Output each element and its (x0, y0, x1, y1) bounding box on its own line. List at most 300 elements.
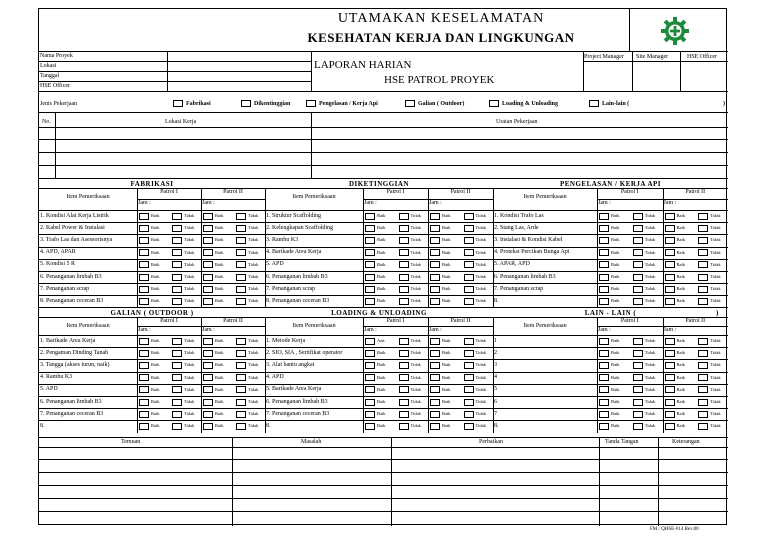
checkbox-tidak[interactable] (236, 213, 246, 220)
label-jenis-pekerjaan: Jenis Pekerjaan (40, 101, 78, 107)
checkbox-baik[interactable] (599, 362, 609, 369)
checkbox-baik[interactable] (599, 374, 609, 381)
checkbox-baik[interactable] (665, 261, 675, 268)
row-line (493, 271, 728, 272)
tidak-label: Tidak (248, 423, 259, 429)
checkbox-baik[interactable] (365, 423, 375, 430)
checkbox-tidak[interactable] (698, 298, 708, 305)
form-code: FM / QHSE-014 Rev.00 (650, 527, 699, 532)
inspection-item: 4 (494, 374, 497, 381)
checkbox-baik[interactable] (203, 274, 213, 281)
checkbox-tidak[interactable] (236, 249, 246, 256)
checkbox-baik[interactable] (203, 298, 213, 305)
checkbox-tidak[interactable] (236, 350, 246, 357)
checkbox-baik[interactable] (665, 237, 675, 244)
checkbox-baik[interactable] (365, 286, 375, 293)
tidak-label: Tidak (410, 249, 421, 255)
checkbox-tidak[interactable] (633, 350, 643, 357)
checkbox-baik[interactable] (665, 249, 675, 256)
checkbox-baik[interactable] (203, 338, 213, 345)
checkbox-tidak[interactable] (399, 338, 409, 345)
checkbox-baik[interactable] (430, 261, 440, 268)
checkbox-tidak[interactable] (236, 399, 246, 406)
checkbox-baik[interactable] (139, 261, 149, 268)
checkbox-baik[interactable] (599, 286, 609, 293)
jam-line (363, 326, 493, 327)
inspection-item: 2. Kelengkapan Scaffolding (266, 224, 334, 231)
checkbox-tidak[interactable] (633, 249, 643, 256)
checkbox-baik[interactable] (665, 362, 675, 369)
checkbox-galian[interactable] (405, 100, 415, 107)
checkbox-tidak[interactable] (633, 225, 643, 232)
checkbox-tidak[interactable] (172, 249, 182, 256)
checkbox-tidak[interactable] (698, 399, 708, 406)
option-lain-lain: Lain-lain ( (602, 101, 630, 107)
baik-label: Baik (442, 362, 451, 368)
checkbox-baik[interactable] (599, 225, 609, 232)
checkbox-tidak[interactable] (399, 274, 409, 281)
checkbox-baik[interactable] (365, 225, 375, 232)
findings-col-tanda-tangan: Tanda Tangan (605, 439, 639, 445)
checkbox-tidak[interactable] (464, 411, 474, 418)
checkbox-tidak[interactable] (172, 237, 182, 244)
checkbox-baik[interactable] (665, 423, 675, 430)
baik-label: Baik (215, 286, 224, 292)
checkbox-baik[interactable] (665, 338, 675, 345)
checkbox-baik[interactable] (365, 399, 375, 406)
baik-label: Baik (215, 261, 224, 267)
checkbox-baik[interactable] (430, 225, 440, 232)
inspection-item: 2. Pengaman Dinding Tanah (40, 349, 109, 356)
tidak-label: Tidak (710, 399, 721, 404)
checkbox-baik[interactable] (139, 423, 149, 430)
tidak-label: Tidak (248, 237, 259, 243)
checkbox-tidak[interactable] (633, 274, 643, 281)
tidak-label: Tidak (475, 423, 486, 429)
row-line (265, 247, 493, 248)
checkbox-tidak[interactable] (399, 386, 409, 393)
tidak-label: Tidak (644, 237, 656, 243)
checkbox-baik[interactable] (665, 286, 675, 293)
checkbox-baik[interactable] (599, 261, 609, 268)
row-line (493, 283, 728, 284)
baik-label: Baik (442, 213, 451, 218)
checkbox-baik[interactable] (665, 225, 675, 232)
checkbox-tidak[interactable] (464, 237, 474, 244)
checkbox-baik[interactable] (430, 386, 440, 393)
checkbox-tidak[interactable] (399, 249, 409, 256)
checkbox-tidak[interactable] (464, 213, 474, 220)
checkbox-baik[interactable] (599, 386, 609, 393)
checkbox-tidak[interactable] (633, 411, 643, 418)
checkbox-baik[interactable] (599, 399, 609, 406)
checkbox-tidak[interactable] (464, 386, 474, 393)
baik-label: Baik (151, 374, 160, 380)
baik-label: Baik (151, 249, 160, 255)
checkbox-baik[interactable] (430, 286, 440, 293)
tidak-label: Tidak (184, 362, 195, 368)
row-line (493, 234, 728, 235)
tidak-label: Tidak (248, 298, 259, 304)
checkbox-tidak[interactable] (464, 249, 474, 256)
checkbox-tidak[interactable] (633, 374, 643, 381)
checkbox-pengelasan[interactable] (306, 100, 316, 107)
row-line (39, 234, 265, 235)
checkbox-baik[interactable] (139, 350, 149, 357)
checkbox-tidak[interactable] (698, 374, 708, 381)
checkbox-tidak[interactable] (399, 423, 409, 430)
patrol1-header: Patrol I (386, 318, 405, 324)
jam-label: Jam : (364, 327, 377, 333)
checkbox-tidak[interactable] (633, 338, 643, 345)
tidak-label: Tidak (475, 350, 486, 356)
checkbox-tidak[interactable] (172, 423, 182, 430)
tidak-label: Tidak (644, 386, 656, 392)
checkbox-tidak[interactable] (236, 338, 246, 345)
baik-label: Baik (611, 225, 620, 231)
checkbox-baik[interactable] (599, 274, 609, 281)
checkbox-baik[interactable] (365, 237, 375, 244)
checkbox-baik[interactable] (599, 213, 609, 220)
checkbox-tidak[interactable] (172, 338, 182, 345)
tidak-label: Tidak (475, 225, 486, 231)
checkbox-baik[interactable] (139, 237, 149, 244)
checkbox-tidak[interactable] (464, 261, 474, 268)
checkbox-baik[interactable] (365, 298, 375, 305)
checkbox-baik[interactable] (203, 225, 213, 232)
checkbox-tidak[interactable] (236, 374, 246, 381)
baik-label: Baik (611, 249, 620, 255)
baik-label: Baik (611, 237, 620, 243)
checkbox-tidak[interactable] (698, 237, 708, 244)
checkbox-tidak[interactable] (172, 213, 182, 220)
jam-label: Jam : (598, 327, 611, 333)
patrol1-header: Patrol I (620, 189, 639, 195)
checkbox-baik[interactable] (139, 386, 149, 393)
checkbox-baik[interactable] (599, 350, 609, 357)
checkbox-baik[interactable] (430, 338, 440, 345)
checkbox-tidak[interactable] (236, 411, 246, 418)
checkbox-tidak[interactable] (399, 362, 409, 369)
inspection-item: 5. APD (40, 386, 58, 393)
checkbox-baik[interactable] (665, 298, 675, 305)
tidak-label: Tidak (475, 298, 486, 304)
baik-label: Baik (611, 298, 620, 304)
checkbox-baik[interactable] (365, 350, 375, 357)
checkbox-tidak[interactable] (399, 350, 409, 357)
checkbox-baik[interactable] (365, 386, 375, 393)
patrol2-header: Patrol II (223, 189, 243, 195)
checkbox-tidak[interactable] (172, 399, 182, 406)
checkbox-baik[interactable] (430, 374, 440, 381)
baik-label: Baik (151, 362, 160, 368)
checkbox-baik[interactable] (203, 213, 213, 220)
checkbox-tidak[interactable] (464, 423, 474, 430)
tidak-label: Tidak (184, 225, 195, 231)
checkbox-baik[interactable] (665, 350, 675, 357)
checkbox-tidak[interactable] (464, 399, 474, 406)
checkbox-tidak[interactable] (464, 374, 474, 381)
checkbox-tidak[interactable] (172, 374, 182, 381)
checkbox-baik[interactable] (430, 249, 440, 256)
checkbox-tidak[interactable] (698, 338, 708, 345)
checkbox-tidak[interactable] (698, 386, 708, 393)
checkbox-baik[interactable] (203, 286, 213, 293)
checkbox-tidak[interactable] (399, 374, 409, 381)
checkbox-baik[interactable] (139, 298, 149, 305)
checkbox-baik[interactable] (365, 411, 375, 418)
checkbox-tidak[interactable] (464, 338, 474, 345)
checkbox-baik[interactable] (203, 411, 213, 418)
checkbox-baik[interactable] (599, 338, 609, 345)
checkbox-tidak[interactable] (172, 286, 182, 293)
baik-label: Baik (151, 399, 160, 404)
checkbox-baik[interactable] (203, 249, 213, 256)
jam-label: Jam : (138, 327, 151, 333)
checkbox-tidak[interactable] (464, 362, 474, 369)
checkbox-baik[interactable] (665, 374, 675, 381)
checkbox-baik[interactable] (430, 423, 440, 430)
baik-label: Baik (611, 274, 620, 279)
checkbox-tidak[interactable] (172, 386, 182, 393)
checkbox-tidak[interactable] (698, 249, 708, 256)
tidak-label: Tidak (475, 362, 486, 368)
checkbox-baik[interactable] (665, 386, 675, 393)
checkbox-baik[interactable] (665, 411, 675, 418)
baik-label: Baik (215, 399, 224, 404)
jam-label: Jam : (663, 327, 677, 333)
checkbox-baik[interactable] (599, 237, 609, 244)
checkbox-baik[interactable] (203, 423, 213, 430)
checkbox-baik[interactable] (430, 362, 440, 369)
inspection-item: 1. Kondisi Trafo Las (494, 212, 544, 219)
checkbox-tidak[interactable] (698, 274, 708, 281)
checkbox-dikentinggian[interactable] (241, 100, 251, 107)
baik-label: Baik (611, 338, 620, 343)
checkbox-tidak[interactable] (236, 298, 246, 305)
section-title: LAIN - LAIN ( (584, 309, 637, 317)
checkbox-baik[interactable] (365, 274, 375, 281)
baik-label: Baik (377, 237, 386, 243)
checkbox-tidak[interactable] (633, 362, 643, 369)
checkbox-baik[interactable] (203, 350, 213, 357)
baik-label: Baik (442, 411, 451, 417)
checkbox-tidak[interactable] (698, 362, 708, 369)
checkbox-baik[interactable] (139, 249, 149, 256)
checkbox-tidak[interactable] (399, 298, 409, 305)
checkbox-baik[interactable] (365, 374, 375, 381)
band-line (39, 437, 728, 438)
checkbox-baik[interactable] (430, 350, 440, 357)
checkbox-baik[interactable] (365, 261, 375, 268)
baik-label: Baik (676, 338, 685, 343)
jam-label: Jam : (598, 200, 611, 206)
checkbox-baik[interactable] (665, 399, 675, 406)
tidak-label: Tidak (184, 386, 195, 392)
checkbox-baik[interactable] (599, 411, 609, 418)
inspection-item: 6. Penanganan limbah B3 (266, 273, 328, 280)
checkbox-tidak[interactable] (464, 286, 474, 293)
checkbox-tidak[interactable] (236, 225, 246, 232)
checkbox-tidak[interactable] (698, 286, 708, 293)
checkbox-tidak[interactable] (236, 362, 246, 369)
checkbox-tidak[interactable] (633, 213, 643, 220)
checkbox-tidak[interactable] (399, 399, 409, 406)
checkbox-baik[interactable] (203, 237, 213, 244)
checkbox-baik[interactable] (599, 249, 609, 256)
checkbox-tidak[interactable] (172, 261, 182, 268)
checkbox-baik[interactable] (139, 213, 149, 220)
checkbox-baik[interactable] (139, 362, 149, 369)
checkbox-baik[interactable] (139, 374, 149, 381)
checkbox-baik[interactable] (665, 213, 675, 220)
checkbox-tidak[interactable] (633, 423, 643, 430)
checkbox-tidak[interactable] (698, 225, 708, 232)
checkbox-tidak[interactable] (399, 261, 409, 268)
checkbox-tidak[interactable] (236, 386, 246, 393)
checkbox-tidak[interactable] (399, 213, 409, 220)
checkbox-tidak[interactable] (236, 274, 246, 281)
checkbox-tidak[interactable] (633, 298, 643, 305)
baik-label: Baik (611, 374, 620, 380)
checkbox-baik[interactable] (203, 386, 213, 393)
checkbox-tidak[interactable] (236, 261, 246, 268)
tidak-label: Tidak (248, 362, 259, 368)
checkbox-tidak[interactable] (236, 423, 246, 430)
checkbox-baik[interactable] (203, 362, 213, 369)
inspection-item: 8. (266, 422, 271, 429)
checkbox-tidak[interactable] (172, 411, 182, 418)
tidak-label: Tidak (475, 213, 486, 218)
checkbox-tidak[interactable] (464, 274, 474, 281)
checkbox-tidak[interactable] (464, 298, 474, 305)
checkbox-baik[interactable] (139, 274, 149, 281)
checkbox-tidak[interactable] (172, 225, 182, 232)
tidak-label: Tidak (184, 338, 195, 343)
checkbox-baik[interactable] (365, 338, 375, 345)
baik-label: Baik (377, 298, 386, 304)
row-line (39, 210, 265, 211)
jam-line (137, 326, 265, 327)
checkbox-baik[interactable] (665, 274, 675, 281)
baik-label: Baik (442, 274, 451, 279)
baik-label: Baik (215, 386, 224, 392)
tidak-label: Tidak (710, 374, 721, 380)
row-line (493, 384, 728, 385)
checkbox-baik[interactable] (430, 213, 440, 220)
checkbox-tidak[interactable] (633, 261, 643, 268)
checkbox-baik[interactable] (139, 338, 149, 345)
baik-label: Baik (676, 386, 685, 392)
checkbox-tidak[interactable] (633, 399, 643, 406)
inspection-item: 3. Trafo Las dan Asessorisnya (40, 236, 113, 243)
checkbox-baik[interactable] (430, 237, 440, 244)
checkbox-tidak[interactable] (698, 350, 708, 357)
baik-label: Baik (215, 249, 224, 255)
checkbox-baik[interactable] (430, 399, 440, 406)
checkbox-baik[interactable] (203, 261, 213, 268)
checkbox-baik[interactable] (139, 225, 149, 232)
checkbox-tidak[interactable] (399, 411, 409, 418)
checkbox-baik[interactable] (203, 399, 213, 406)
checkbox-tidak[interactable] (172, 298, 182, 305)
checkbox-baik[interactable] (365, 213, 375, 220)
baik-label: Baik (215, 350, 224, 356)
checkbox-tidak[interactable] (698, 423, 708, 430)
baik-label: Baik (676, 261, 685, 267)
inspection-item: 7. Penanganan ceceran B3 (40, 410, 104, 417)
header-title-line2: KESEHATAN KERJA DAN LINGKUNGAN (307, 30, 575, 45)
checkbox-lain-lain[interactable] (589, 100, 599, 107)
checkbox-tidak[interactable] (399, 237, 409, 244)
checkbox-tidak[interactable] (698, 261, 708, 268)
tidak-label: Tidak (710, 298, 721, 304)
row-line (39, 372, 265, 373)
checkbox-tidak[interactable] (633, 286, 643, 293)
checkbox-baik[interactable] (365, 249, 375, 256)
tidak-label: Tidak (184, 423, 195, 429)
checkbox-tidak[interactable] (633, 237, 643, 244)
checkbox-baik[interactable] (139, 286, 149, 293)
checkbox-baik[interactable] (365, 362, 375, 369)
inspection-item: 1. Metode Kerja (266, 337, 306, 344)
row-line (265, 420, 493, 421)
baik-label: Baik (611, 423, 620, 429)
checkbox-tidak[interactable] (172, 350, 182, 357)
option-fabrikasi: Fabrikasi (186, 101, 211, 107)
k3-logo-icon (661, 17, 689, 45)
baik-label: Baik (151, 237, 160, 243)
checkbox-fabrikasi[interactable] (173, 100, 183, 107)
tidak-label: Tidak (710, 286, 721, 292)
item-header: Item Pemeriksaan (66, 194, 110, 200)
tidak-label: Tidak (710, 411, 721, 417)
checkbox-tidak[interactable] (464, 350, 474, 357)
checkbox-baik[interactable] (599, 298, 609, 305)
inspection-item: 7 (494, 410, 497, 417)
checkbox-tidak[interactable] (698, 213, 708, 220)
tidak-label: Tidak (475, 411, 486, 417)
tidak-label: Tidak (475, 338, 486, 343)
tidak-label: Tidak (248, 374, 259, 380)
checkbox-baik[interactable] (139, 399, 149, 406)
checkbox-baik[interactable] (430, 411, 440, 418)
row-line (265, 384, 493, 385)
checkbox-baik[interactable] (139, 411, 149, 418)
checkbox-baik[interactable] (203, 374, 213, 381)
checkbox-tidak[interactable] (236, 286, 246, 293)
checkbox-tidak[interactable] (399, 286, 409, 293)
baik-label: Baik (377, 350, 386, 356)
checkbox-loading[interactable] (489, 100, 499, 107)
checkbox-baik[interactable] (430, 274, 440, 281)
baik-label: Baik (215, 423, 224, 429)
item-header: Item Pemeriksaan (292, 194, 336, 200)
section-title-close: ) (716, 309, 719, 317)
checkbox-tidak[interactable] (172, 274, 182, 281)
checkbox-tidak[interactable] (698, 411, 708, 418)
jam-label: Jam : (429, 200, 442, 206)
tidak-label: Tidak (184, 213, 195, 218)
checkbox-tidak[interactable] (236, 237, 246, 244)
checkbox-tidak[interactable] (464, 225, 474, 232)
tidak-label: Tidak (644, 423, 656, 429)
checkbox-baik[interactable] (599, 423, 609, 430)
checkbox-tidak[interactable] (172, 362, 182, 369)
checkbox-tidak[interactable] (399, 225, 409, 232)
checkbox-tidak[interactable] (633, 386, 643, 393)
checkbox-baik[interactable] (430, 298, 440, 305)
